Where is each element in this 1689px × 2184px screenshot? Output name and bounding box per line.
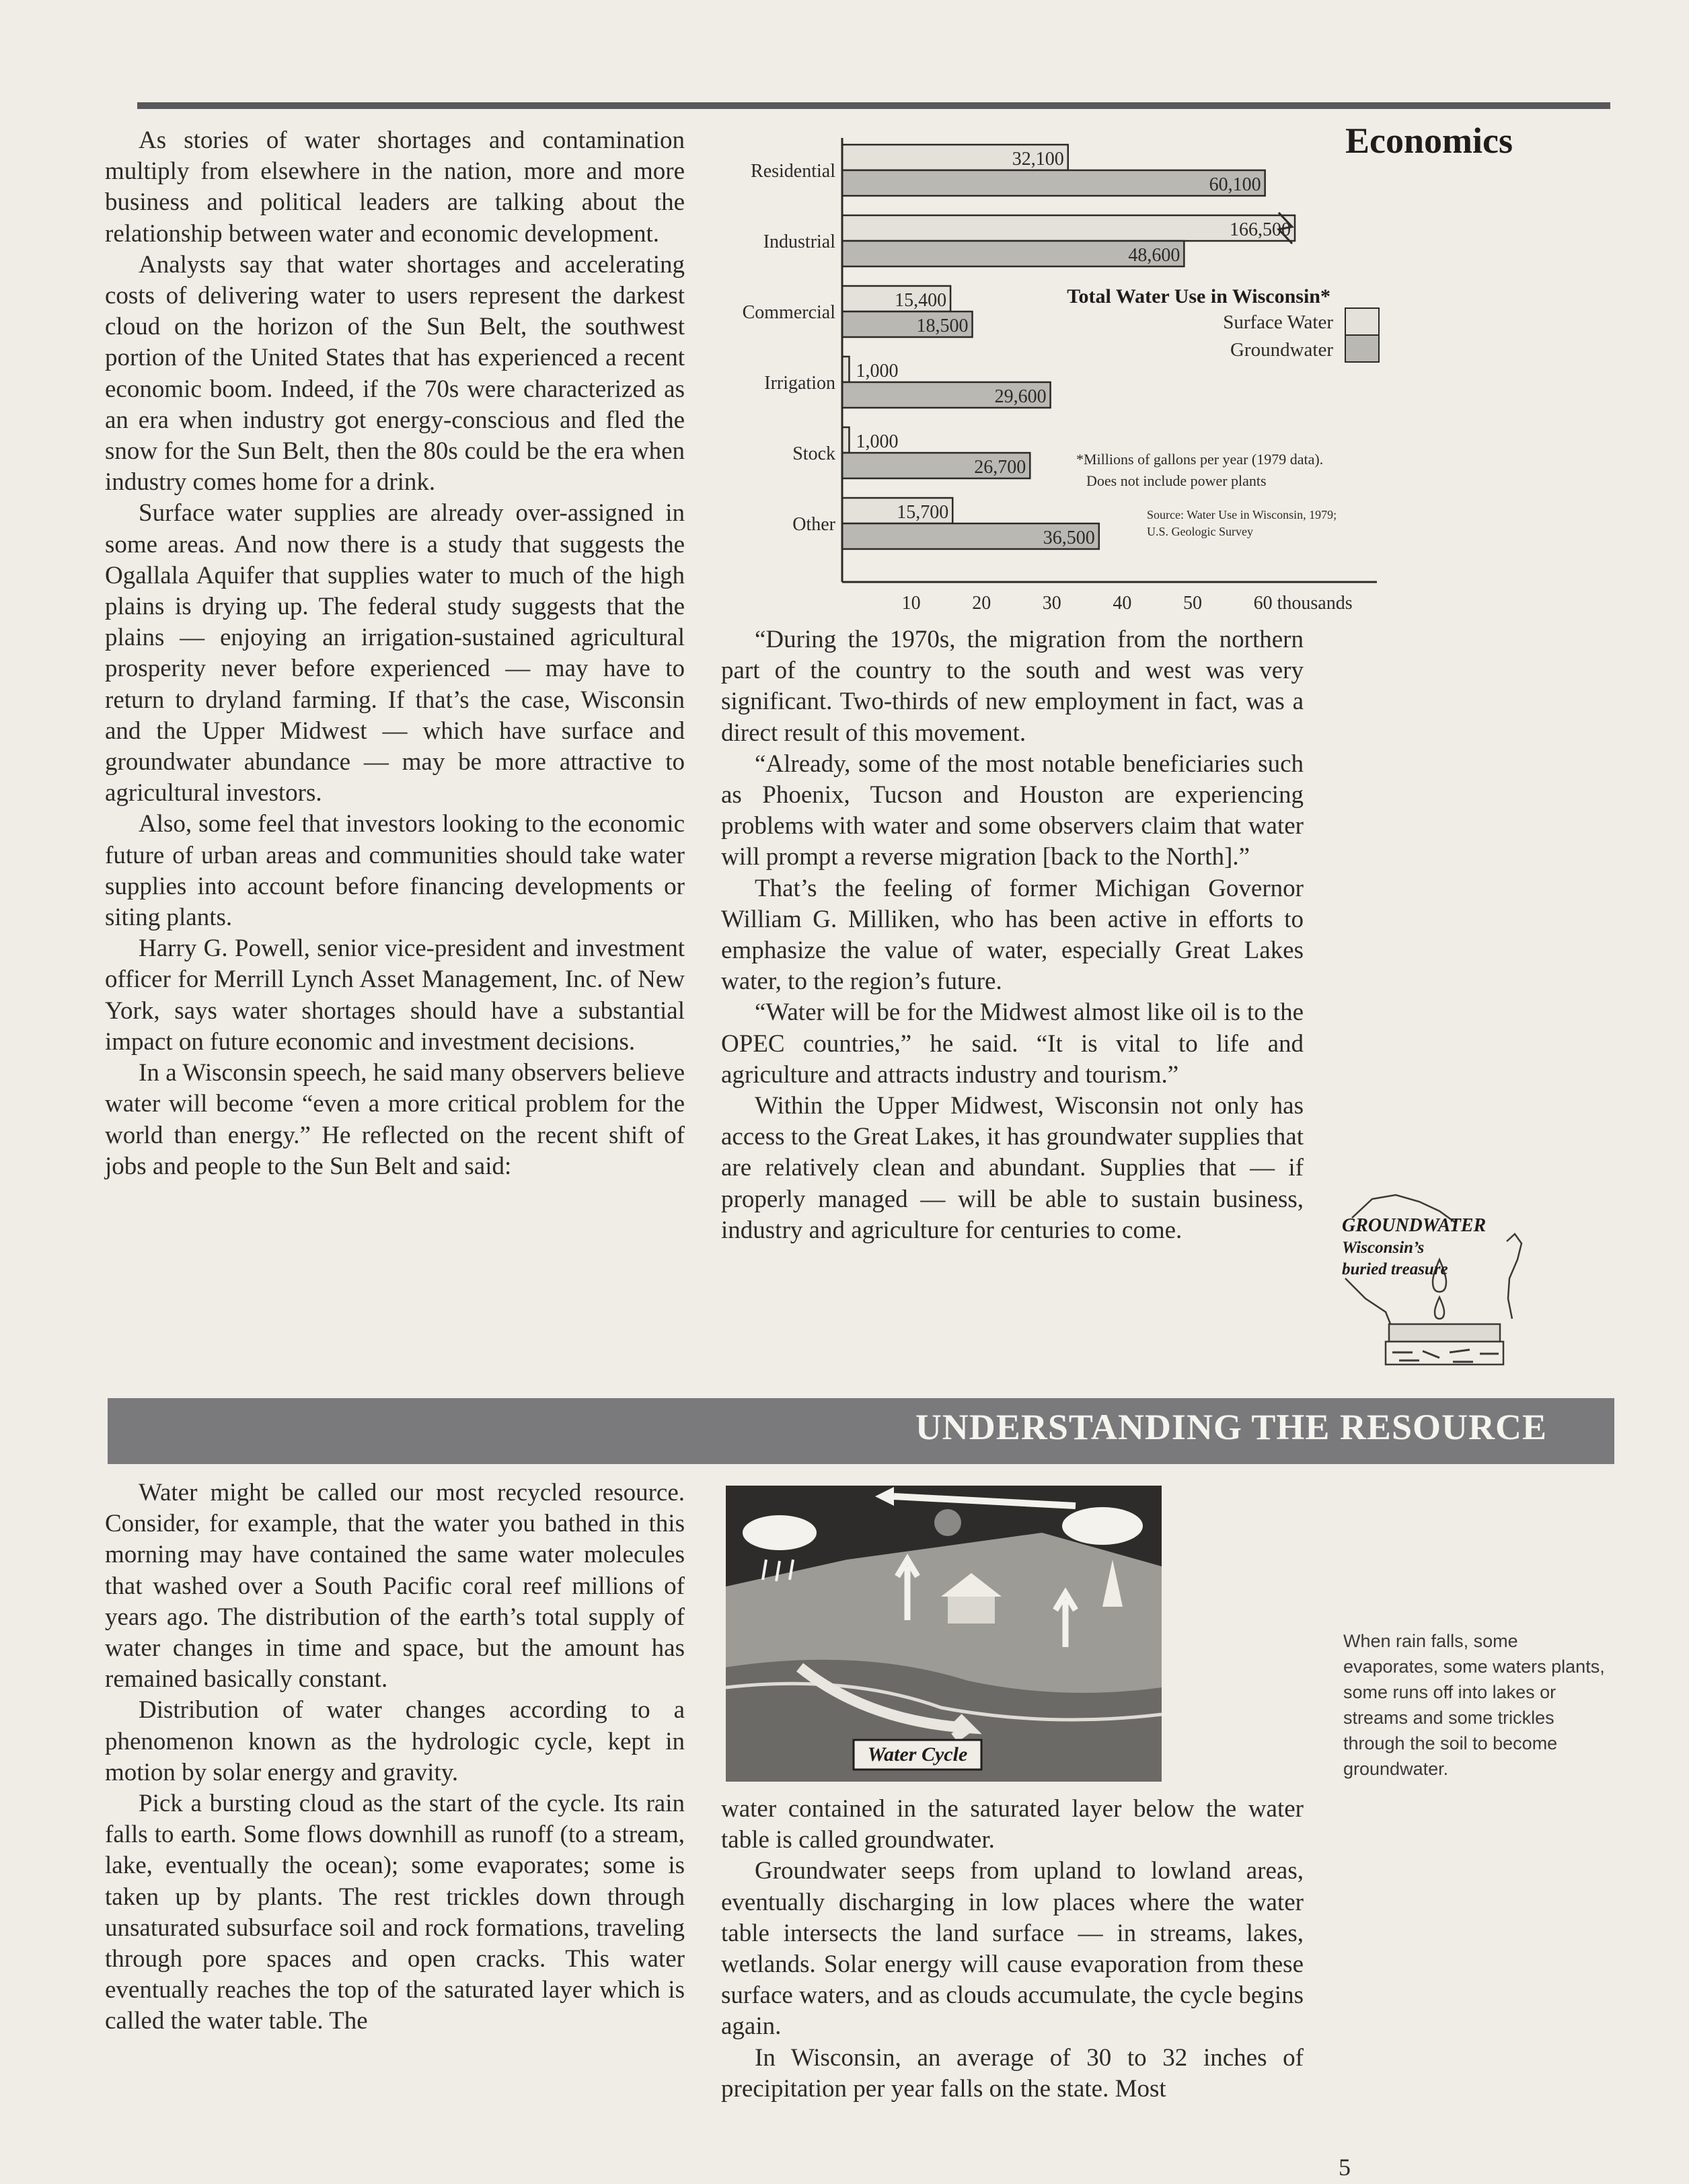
category-label: Commercial (742, 302, 835, 323)
paragraph: As stories of water shortages and contamination multiply from elsewhere in the nation, more and more business and political leaders are talking about the relationship between water and economic development. (105, 126, 685, 248)
paragraph: Within the Upper Midwest, Wisconsin not only has access to the Great Lakes, it has groundwater supplies that are relatively clean and abundant. Supplies that — if properly managed — will be able to sustain business, industry and agriculture for centuries to come. (721, 1092, 1304, 1244)
data-label: 26,700 (974, 457, 1026, 478)
barn-icon (948, 1593, 995, 1624)
cloud-icon (1062, 1507, 1143, 1545)
paragraph: “Water will be for the Midwest almost like oil is to the OPEC countries,” he said. “It is vital to life and agriculture and attracts industry and tourism.” (721, 998, 1304, 1089)
chart-title: Total Water Use in Wisconsin* (1067, 285, 1330, 307)
data-label: 36,500 (1043, 527, 1095, 548)
data-label: 32,100 (1012, 149, 1064, 170)
data-label: 1,000 (856, 361, 899, 381)
figure-label: Water Cycle (867, 1743, 968, 1766)
data-label: 18,500 (916, 316, 969, 336)
legend-label-surface: Surface Water (1223, 312, 1333, 333)
bar (842, 170, 1265, 196)
paragraph: Distribution of water changes according to a phenomenon known as the hydrologic cycle, kept in motion by solar energy and gravity. (105, 1696, 685, 1786)
top-rule (137, 102, 1610, 109)
paragraph: In Wisconsin, an average of 30 to 32 inches of precipitation per year falls on the state. Most (721, 2043, 1304, 2103)
paragraph: Surface water supplies are already over-assigned in some areas. And now there is a study that suggests the Ogallala Aquifer that supplies water to much of the high plains is drying up. The federal study suggests that the plains — enjoying an irrigation-sustained agricultural prosperity never before experienced — may have to return to dryland farming. If that’s the case, Wisconsin and the Upper Midwest — which have surface and groundwater abundance — may be more attractive to agricultural investors. (105, 499, 685, 807)
x-tick-label: 10 (901, 593, 921, 614)
data-label: 15,700 (897, 502, 949, 523)
aquifer-layers-icon (1389, 1324, 1500, 1342)
x-tick-label: 20 (972, 593, 991, 614)
paragraph: Also, some feel that investors looking to the economic future of urban areas and communities should take water supplies into account before financing developments or siting plants. (105, 810, 685, 932)
legend-swatch-ground (1345, 335, 1379, 362)
category-label: Irrigation (764, 373, 835, 394)
paragraph: water contained in the saturated layer below the water table is called groundwater. (721, 1795, 1304, 1854)
logo-line-1: GROUNDWATER (1342, 1215, 1487, 1236)
column-left-bottom (105, 1478, 685, 2037)
logo-line-3: buried treasure (1342, 1260, 1448, 1278)
paragraph: Analysts say that water shortages and accelerating costs of delivering water to users represent the darkest cloud on the horizon of the Sun Belt, the southwest portion of the United States that has experienced a recent economic boom. Indeed, if the 70s were characterized as an era when industry got energy-conscious and fled the snow for the Sun Belt, then the 80s could be the era when industry comes home for a drink. (105, 250, 685, 497)
category-label: Residential (751, 161, 835, 182)
data-label: 29,600 (994, 386, 1047, 407)
bar (842, 357, 849, 382)
paragraph: Pick a bursting cloud as the start of the cycle. Its rain falls to earth. Some flows downhill as runoff (to a stream, lake, eventually the ocean); some evaporates; some is taken up by plants. The rest trickles down through unsaturated subsurface soil and rock formations, traveling through pore spaces and open cracks. This water eventually reaches the top of the saturated layer which is called the water table. The (105, 1790, 685, 2035)
water-cycle-illustration (726, 1486, 1162, 1782)
bar (842, 215, 1295, 241)
chart-note-line: Does not include power plants (1086, 472, 1267, 489)
x-tick-label: 50 (1183, 593, 1202, 614)
chart-source-line: Source: Water Use in Wisconsin, 1979; (1147, 508, 1337, 521)
groundwater-logo (1339, 1184, 1530, 1386)
x-tick-label: 60 thousands (1253, 593, 1353, 614)
data-label: 15,400 (895, 290, 947, 311)
column-right-top (721, 624, 1304, 1246)
category-label: Other (792, 514, 835, 535)
column-left-top (105, 125, 685, 1182)
page-number: 5 (1339, 2154, 1351, 2181)
data-label: 166,500 (1230, 219, 1291, 240)
water-use-chart (713, 131, 1413, 616)
section-title: Economics (1345, 120, 1513, 161)
paragraph: Groundwater seeps from upland to lowland areas, eventually discharging in low places where the water table intersects the land surface — in streams, lakes, wetlands. Solar energy will cause evaporation from these surface waters, and as clouds accumulate, the cycle begins again. (721, 1857, 1304, 2041)
evaporation-arrow-icon (894, 1496, 1076, 1506)
paragraph: “Already, some of the most notable beneficiaries such as Phoenix, Tucson and Houston are experiencing problems with water and some observers claim that water will prompt a reverse migration [back to the North].” (721, 750, 1304, 871)
cloud-icon (743, 1515, 817, 1550)
x-tick-label: 30 (1042, 593, 1061, 614)
legend-swatch-surface (1345, 308, 1379, 335)
logo-line-2: Wisconsin’s (1342, 1239, 1425, 1257)
data-label: 48,600 (1128, 245, 1180, 266)
column-right-bottom (721, 1794, 1304, 2105)
section-banner-title: UNDERSTANDING THE RESOURCE (915, 1407, 1547, 1447)
x-tick-label: 40 (1113, 593, 1132, 614)
paragraph: In a Wisconsin speech, he said many observers believe water will become “even a more critical problem for the world than energy.” He reflected on the recent shift of jobs and people to the Sun Belt and said: (105, 1059, 685, 1180)
paragraph: That’s the feeling of former Michigan Governor William G. Milliken, who has been active in efforts to emphasize the value of water, especially Great Lakes water, to the region’s future. (721, 874, 1304, 996)
paragraph: “During the 1970s, the migration from the northern part of the country to the south and west was very significant. Two-thirds of new employment in fact, was a direct result of this movement. (721, 626, 1304, 747)
bar (842, 427, 849, 453)
paragraph: Harry G. Powell, senior vice-president and investment officer for Merrill Lynch Asset Management, Inc. of New York, says water shortages should have a substantial impact on future economic and investment decisions. (105, 935, 685, 1056)
legend-label-ground: Groundwater (1230, 339, 1333, 361)
sun-icon (934, 1509, 961, 1536)
data-label: 60,100 (1209, 174, 1261, 195)
evaporation-arrow-icon (875, 1487, 894, 1506)
figure-caption: When rain falls, some evaporates, some waters plants, some runs off into lakes or streams and some trickles through the soil to become groundwater. (1343, 1631, 1605, 1779)
chart-note-line: *Millions of gallons per year (1979 data). (1076, 451, 1324, 468)
data-label: 1,000 (856, 431, 899, 452)
category-label: Industrial (763, 231, 835, 252)
chart-source-line: U.S. Geologic Survey (1147, 525, 1253, 538)
section-banner (108, 1398, 1614, 1464)
paragraph: Water might be called our most recycled resource. Consider, for example, that the water you bathed in this morning may have contained the same water molecules that washed over a South Pacific coral reef millions of years ago. The distribution of the earth’s total supply of water changes in time and space, but the amount has remained basically constant. (105, 1479, 685, 1694)
category-label: Stock (792, 443, 835, 464)
